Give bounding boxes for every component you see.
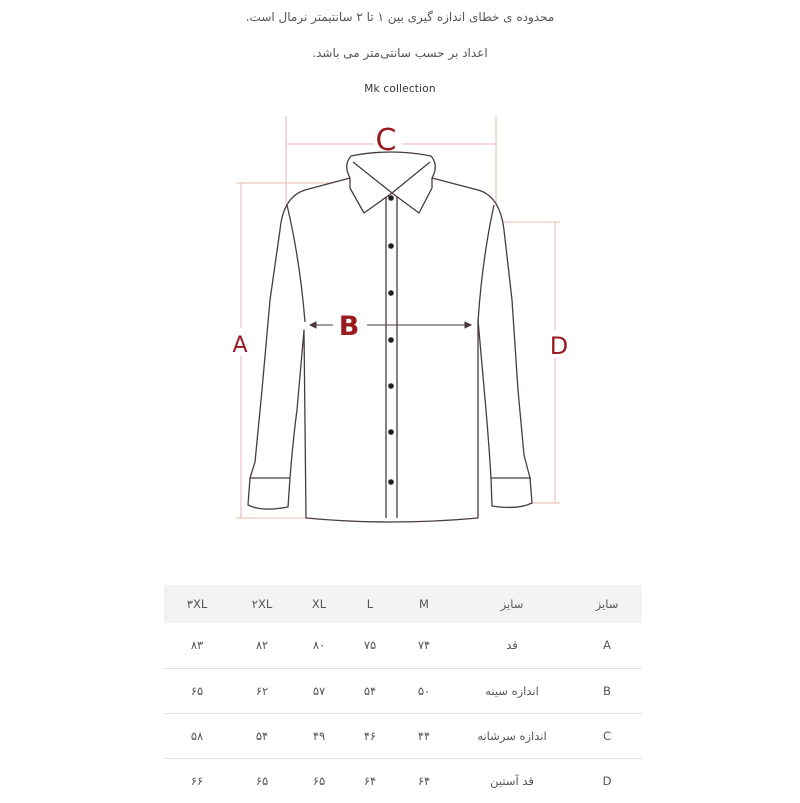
header-measurement: سایز [500,597,524,611]
cell-l: ۵۴ [363,683,377,698]
measurement-tolerance-note: محدوده ی خطای اندازه گیری بین ۱ تا ۲ سانتیمتر نرمال است. [245,10,555,24]
cell-xl: ۵۷ [312,683,326,698]
cell-3xl: ۵۸ [190,728,204,743]
brand-name: Mk collection [364,83,436,95]
size-table-header [164,585,642,623]
units-note: اعداد بر حسب سانتی‌متر می باشد. [312,46,488,60]
cell-code: B [603,683,611,698]
cell-l: ۷۵ [363,638,377,653]
table-row [164,668,642,713]
header-3xl: ۳XL [186,597,208,611]
cell-3xl: ۶۶ [190,773,204,788]
cell-l: ۴۶ [363,728,377,743]
cell-xl: ۶۵ [312,773,326,788]
cell-code: D [602,773,612,788]
shirt-outline [248,152,532,522]
cell-2xl: ۶۲ [255,683,269,698]
cell-2xl: ۶۵ [255,773,269,788]
cell-3xl: ۶۵ [190,683,204,698]
cell-measurement: قد [506,638,518,653]
cell-measurement: قد آستین [490,773,534,788]
label-b: B [338,311,360,342]
cell-code: C [602,728,612,743]
cell-m: ۷۴ [417,638,431,653]
header-xl: XL [311,597,327,611]
cell-m: ۵۰ [417,683,431,698]
cell-3xl: ۸۳ [190,638,204,653]
cell-code: A [603,638,611,653]
size-table [164,585,642,803]
cell-m: ۴۴ [417,728,431,743]
header-size: سایز [595,597,619,611]
label-d: D [549,332,569,360]
cell-measurement: اندازه سینه [485,683,539,698]
cell-2xl: ۸۲ [255,638,269,653]
cell-xl: ۸۰ [312,638,326,653]
cell-2xl: ۵۴ [255,728,269,743]
cell-measurement: اندازه سرشانه [477,728,547,743]
table-row [164,623,642,668]
table-row [164,758,642,803]
cell-xl: ۴۹ [312,728,326,743]
cell-m: ۶۴ [417,773,431,788]
label-c: C [375,123,397,158]
cell-l: ۶۴ [363,773,377,788]
label-a: A [232,333,248,358]
header-2xl: ۲XL [251,597,273,611]
header-m: M [419,597,429,611]
table-row [164,713,642,758]
header-l: L [366,597,374,611]
